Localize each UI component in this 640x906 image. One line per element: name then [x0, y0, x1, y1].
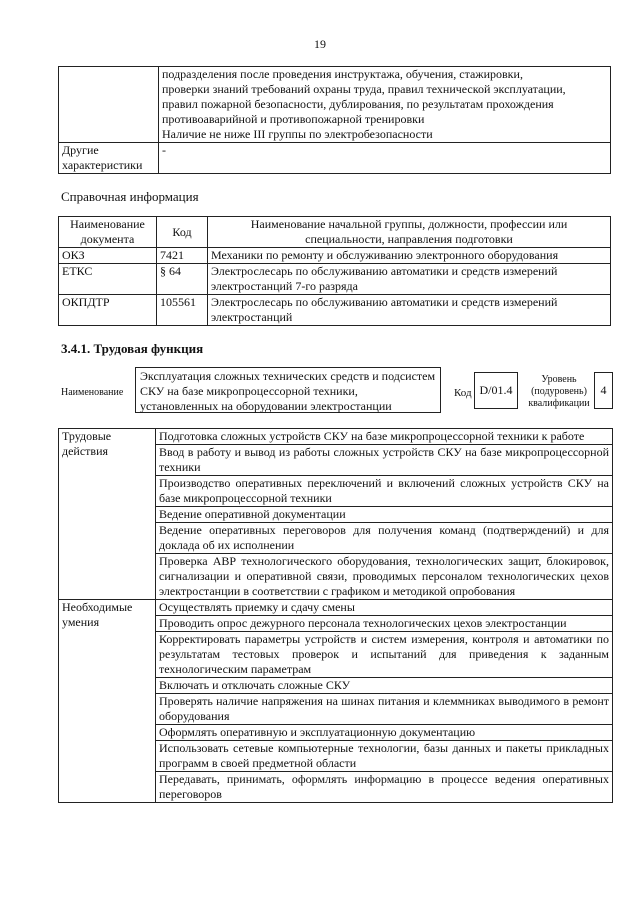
other-characteristics-value: - — [159, 143, 611, 174]
labor-action-item: Подготовка сложных устройств СКУ на базе микропроцессорной техники к работе — [156, 429, 613, 445]
function-code-label: Код — [454, 387, 472, 399]
requirements-line: Наличие не ниже III группы по электробезопасности — [162, 127, 433, 141]
header-name: Наименование начальной группы, должности, профессии или специальности, направления подготовки — [208, 217, 611, 248]
requirements-line: противоаварийной и противопожарной тренировки — [162, 112, 425, 126]
name-cell: Электрослесарь по обслуживанию автоматики и средств измерений электростанций — [208, 295, 611, 326]
labor-function-table — [58, 428, 613, 803]
qualification-level-label: Уровень (подуровень) квалификации — [528, 374, 590, 409]
skill-item: Использовать сетевые компьютерные технологии, базы данных и пакеты прикладных программ в своей предметной области — [156, 741, 613, 772]
empty-label-cell — [59, 67, 159, 143]
skill-item: Передавать, принимать, оформлять информацию в процессе ведения оперативных переговоров — [156, 772, 613, 803]
name-cell: Электрослесарь по обслуживанию автоматики и средств измерений электростанций 7-го разряда — [208, 264, 611, 295]
qualification-level-box: 4 — [594, 372, 613, 409]
table-row — [59, 264, 611, 295]
name-cell: Механики по ремонту и обслуживанию электронного оборудования — [208, 248, 611, 264]
labor-actions-label: Трудовые действия — [59, 429, 156, 600]
skill-item: Проверять наличие напряжения на шинах питания и клеммниках выводимого в ремонт оборудования — [156, 694, 613, 725]
labor-action-item: Ввод в работу и вывод из работы сложных устройств СКУ на базе микропроцессорной техники — [156, 445, 613, 476]
qualification-requirements-table — [58, 66, 611, 174]
skill-item: Осуществлять приемку и сдачу смены — [156, 600, 613, 616]
labor-action-item: Проверка АВР технологического оборудования, технологических защит, блокировок, сигнализации и оперативной связи, проводимых персоналом технологических цехов электростанции в соответствии с графиком и методикой опробования — [156, 554, 613, 600]
code-cell: 7421 — [157, 248, 208, 264]
reference-title: Справочная информация — [61, 189, 199, 204]
skill-item: Проводить опрос дежурного персонала технологических цехов электростанции — [156, 616, 613, 632]
skills-label: Необходимые умения — [59, 600, 156, 803]
function-code-box: D/01.4 — [474, 372, 518, 409]
header-code: Код — [157, 217, 208, 248]
skill-item: Оформлять оперативную и эксплуатационную документацию — [156, 725, 613, 741]
page-number: 19 — [314, 37, 326, 51]
requirements-line: проверки знаний требований охраны труда, правил технической эксплуатации, — [162, 82, 566, 96]
labor-action-item: Ведение оперативной документации — [156, 507, 613, 523]
table-row — [59, 248, 611, 264]
function-name-label: Наименование — [61, 387, 124, 398]
skill-item: Включать и отключать сложные СКУ — [156, 678, 613, 694]
table-row — [59, 295, 611, 326]
header-document: Наименование документа — [59, 217, 157, 248]
labor-action-item: Ведение оперативных переговоров для получения команд (подтверждений) и для доклада об их исполнении — [156, 523, 613, 554]
labor-action-item: Производство оперативных переключений и включений сложных устройств СКУ на базе микропроцессорной техники — [156, 476, 613, 507]
section-title: 3.4.1. Трудовая функция — [61, 341, 204, 356]
reference-table — [58, 216, 611, 326]
requirements-cell — [159, 67, 611, 143]
doc-cell: ЕТКС — [59, 264, 157, 295]
skill-item: Корректировать параметры устройств и систем измерения, контроля и автоматики по результатам тестовых проверок и испытаний для приведения к заданным технологическим параметрам — [156, 632, 613, 678]
requirements-line: подразделения после проведения инструктажа, обучения, стажировки, — [162, 67, 523, 81]
function-name-box: Эксплуатация сложных технических средств и подсистем СКУ на базе микропроцессорной техники, установленных на оборудовании электростанции — [135, 367, 441, 413]
doc-cell: ОКПДТР — [59, 295, 157, 326]
requirements-line: правил пожарной безопасности, дублирования, по результатам прохождения — [162, 97, 554, 111]
other-characteristics-label: Другие характеристики — [59, 143, 159, 174]
code-cell: § 64 — [157, 264, 208, 295]
code-cell: 105561 — [157, 295, 208, 326]
doc-cell: ОКЗ — [59, 248, 157, 264]
